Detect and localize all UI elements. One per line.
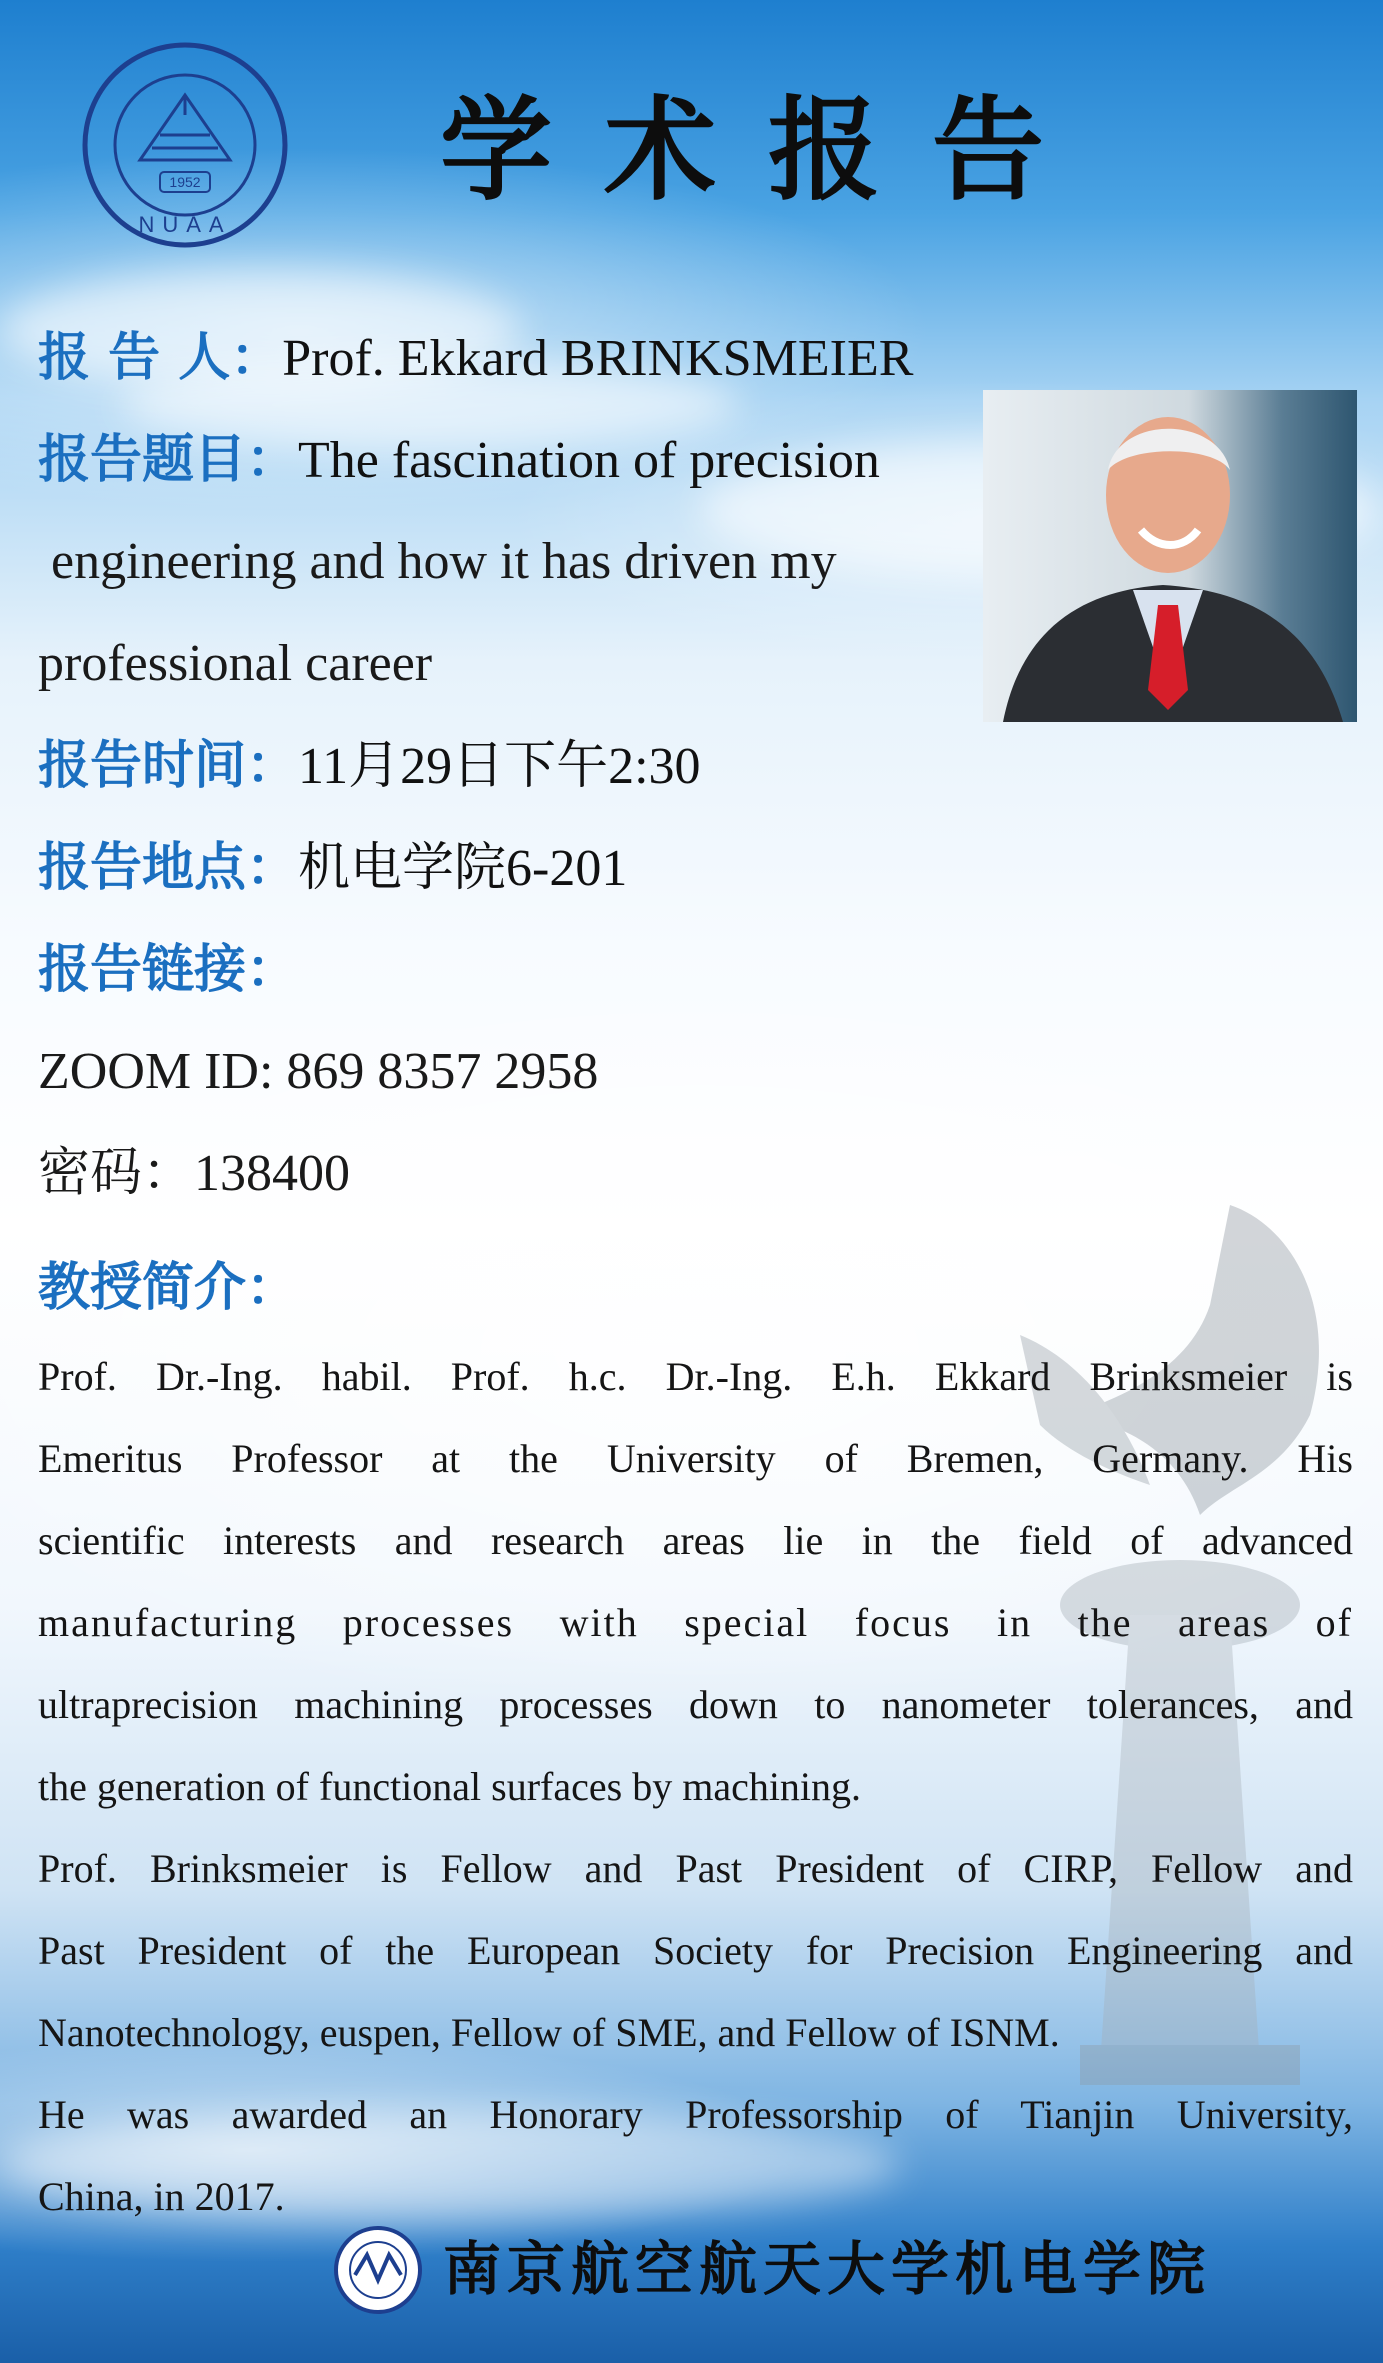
zoom-password: 密码：138400 (38, 1145, 351, 1202)
bio-line: Prof. Dr.-Ing. habil. Prof. h.c. Dr.-Ing. E.h. Ekkard Brinksmeier is (38, 1354, 1353, 1399)
nuaa-emblem-icon (80, 40, 290, 250)
page-title: 学术报告 (440, 86, 1096, 216)
college-emblem-icon (333, 2225, 423, 2315)
speaker-photo (983, 390, 1357, 722)
speaker-row (38, 328, 914, 388)
location-row (38, 838, 628, 898)
speaker-portrait-image (983, 390, 1357, 722)
speaker-label: 报 告 人： (38, 328, 283, 388)
zoom-id: ZOOM ID: 869 8357 2958 (38, 1043, 599, 1100)
topic-line-3: professional career (38, 635, 433, 692)
location-value: 机电学院6-201 (298, 840, 628, 897)
topic-line-2: engineering and how it has driven my (38, 533, 837, 590)
time-value: 11月29日下午2:30 (298, 738, 701, 795)
topic-line-1: The fascination of precision (298, 432, 880, 489)
bio-line: Emeritus Professor at the University of Bremen, Germany. His (38, 1436, 1353, 1481)
topic-label: 报告题目： (38, 430, 299, 490)
bio-line: He was awarded an Honorary Professorship of Tianjin University, (38, 2092, 1353, 2137)
bio-label: 教授简介： (38, 1258, 299, 1318)
location-label: 报告地点： (38, 838, 299, 898)
svg-text:NUAA: NUAA (138, 212, 232, 237)
footer-college-name: 南京航空航天大学机电学院 (443, 2235, 1212, 2303)
time-label: 报告时间： (38, 736, 299, 796)
bio-line: scientific interests and research areas lie in the field of advanced (38, 1518, 1353, 1563)
bio-paragraph (38, 1336, 1353, 2238)
bio-line: China, in 2017. (38, 2174, 285, 2219)
bio-line: Nanotechnology, euspen, Fellow of SME, and Fellow of ISNM. (38, 2010, 1060, 2055)
bio-line: Prof. Brinksmeier is Fellow and Past President of CIRP, Fellow and (38, 1846, 1353, 1891)
bio-line: the generation of functional surfaces by machining. (38, 1764, 862, 1809)
time-row (38, 736, 701, 796)
svg-text:1952: 1952 (169, 174, 201, 190)
bio-line: manufacturing processes with special focus in the areas of (38, 1600, 1353, 1645)
bio-line: ultraprecision machining processes down to nanometer tolerances, and (38, 1682, 1353, 1727)
topic-row (38, 430, 880, 490)
link-label-row (38, 940, 299, 1000)
bio-line: Past President of the European Society for Precision Engineering and (38, 1928, 1353, 1973)
link-label: 报告链接： (38, 940, 299, 1000)
bio-label-row (38, 1258, 299, 1318)
speaker-name: Prof. Ekkard BRINKSMEIER (282, 330, 914, 387)
